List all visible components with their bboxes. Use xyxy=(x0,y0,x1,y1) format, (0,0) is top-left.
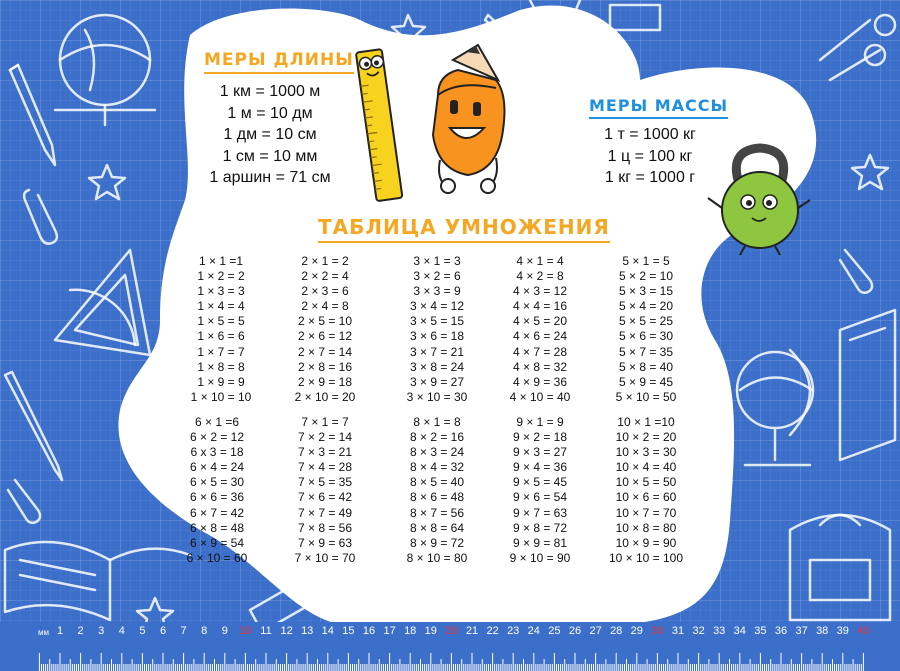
ruler-number: 5 xyxy=(139,625,146,637)
ruler-number: 38 xyxy=(816,625,829,637)
multiplication-row: 10 × 3 = 30 xyxy=(615,445,677,460)
multiplication-row: 7 × 8 = 56 xyxy=(297,520,353,535)
multiplication-row: 3 × 7 = 21 xyxy=(409,344,465,359)
ruler-number: 1 xyxy=(56,625,64,637)
ruler-unit-label: мм xyxy=(38,628,49,637)
multiplication-row: 2 × 8 = 16 xyxy=(297,359,353,374)
multiplication-row: 3 × 2 = 6 xyxy=(413,269,461,284)
multiplication-column-9 xyxy=(485,415,595,566)
ruler-number: 10 xyxy=(239,625,252,637)
multiplication-row: 8 × 8 = 64 xyxy=(409,520,465,535)
multiplication-row: 5 × 1 = 5 xyxy=(622,254,670,268)
mass-item: 1 т = 1000 кг xyxy=(604,126,696,143)
length-item: 1 аршин = 71 см xyxy=(209,169,331,186)
multiplication-row: 10 × 9 = 90 xyxy=(615,535,677,550)
ruler-number: 14 xyxy=(321,625,334,637)
ruler-number: 15 xyxy=(342,625,355,637)
multiplication-row: 7 × 6 = 42 xyxy=(297,490,353,505)
mass-measures-title: МЕРЫ МАССЫ xyxy=(589,96,728,119)
ruler-number: 21 xyxy=(465,625,479,637)
multiplication-row: 7 × 7 = 49 xyxy=(297,505,353,520)
multiplication-table-title: ТАБЛИЦА УМНОЖЕНИЯ xyxy=(318,215,610,243)
multiplication-row: 4 × 4 = 16 xyxy=(512,299,568,314)
multiplication-row: 5 × 7 = 35 xyxy=(618,344,674,359)
ruler-number: 26 xyxy=(568,625,582,637)
multiplication-row: 9 × 10 = 90 xyxy=(509,550,571,565)
multiplication-row: 3 × 10 = 30 xyxy=(406,389,468,404)
multiplication-row: 7 × 5 = 35 xyxy=(297,475,353,490)
multiplication-row: 7 × 4 = 28 xyxy=(297,460,353,475)
multiplication-row: 6 x 3 = 18 xyxy=(190,445,244,460)
multiplication-row: 9 × 9 = 81 xyxy=(512,535,568,550)
multiplication-row: 7 × 9 = 63 xyxy=(297,535,353,550)
multiplication-row: 5 × 5 = 25 xyxy=(618,314,674,329)
ruler-number: 27 xyxy=(589,625,602,637)
multiplication-row: 3 × 6 = 18 xyxy=(409,329,465,344)
multiplication-row: 8 × 1 = 8 xyxy=(413,415,461,429)
multiplication-row: 2 × 5 = 10 xyxy=(297,314,353,329)
ruler-number: 40 xyxy=(857,625,870,637)
multiplication-row: 4 × 10 = 40 xyxy=(509,389,571,404)
multiplication-row: 8 × 6 = 48 xyxy=(409,490,465,505)
multiplication-row: 4 × 6 = 24 xyxy=(512,329,568,344)
ruler-number: 6 xyxy=(159,625,167,637)
multiplication-row: 2 × 9 = 18 xyxy=(297,374,353,389)
multiplication-row: 2 × 7 = 14 xyxy=(297,344,353,359)
ruler-number: 32 xyxy=(692,625,705,637)
multiplication-row: 3 × 1 = 3 xyxy=(413,254,461,268)
multiplication-row: 2 × 6 = 12 xyxy=(297,329,353,344)
ruler-number: 19 xyxy=(424,625,437,637)
pencil-mascot-icon xyxy=(418,40,518,200)
multiplication-row: 1 × 3 = 3 xyxy=(197,284,245,299)
multiplication-row: 4 × 9 = 36 xyxy=(512,374,568,389)
multiplication-row: 4 × 8 = 32 xyxy=(512,359,568,374)
multiplication-row: 9 × 5 = 45 xyxy=(512,475,568,490)
multiplication-row: 6 × 9 = 54 xyxy=(189,535,245,550)
multiplication-row: 3 × 9 = 27 xyxy=(409,374,465,389)
ruler-number: 29 xyxy=(630,625,643,637)
ruler-number: 24 xyxy=(527,625,540,637)
ruler-number: 8 xyxy=(201,625,208,637)
ruler-ticks xyxy=(36,638,876,671)
length-measures-title: МЕРЫ ДЛИНЫ xyxy=(204,50,354,74)
ruler-number: 16 xyxy=(362,625,376,637)
ruler-number: 23 xyxy=(507,625,520,637)
multiplication-row: 4 × 7 = 28 xyxy=(512,344,568,359)
ruler-number: 18 xyxy=(404,625,417,637)
multiplication-column-10 xyxy=(591,415,701,566)
multiplication-row: 8 × 10 = 80 xyxy=(406,550,468,565)
multiplication-row: 10 × 2 = 20 xyxy=(615,430,677,445)
ruler-number: 36 xyxy=(774,625,788,637)
multiplication-row: 4 × 5 = 20 xyxy=(512,314,568,329)
multiplication-row: 6 × 8 = 48 xyxy=(189,520,245,535)
ruler-number: 28 xyxy=(610,625,623,637)
multiplication-column-7 xyxy=(270,415,380,566)
ruler-number: 4 xyxy=(118,625,125,637)
ruler-number: 7 xyxy=(180,625,187,637)
multiplication-row: 1 × 10 = 10 xyxy=(190,389,252,404)
ruler-number: 2 xyxy=(77,625,84,637)
multiplication-column-8 xyxy=(382,415,492,566)
multiplication-row: 8 × 2 = 16 xyxy=(409,430,465,445)
multiplication-row: 6 × 4 = 24 xyxy=(189,460,245,475)
multiplication-row: 9 × 6 = 54 xyxy=(512,490,568,505)
multiplication-row: 6 × 1 =6 xyxy=(194,415,240,429)
multiplication-row: 7 × 1 = 7 xyxy=(301,415,349,429)
multiplication-row: 5 × 3 = 15 xyxy=(618,284,674,299)
multiplication-row: 8 × 9 = 72 xyxy=(409,535,465,550)
multiplication-row: 3 × 3 = 9 xyxy=(413,284,461,299)
ruler-number: 33 xyxy=(713,625,726,637)
multiplication-column-1 xyxy=(166,254,276,405)
multiplication-row: 10 × 7 = 70 xyxy=(615,505,677,520)
multiplication-row: 6 × 7 = 42 xyxy=(189,505,245,520)
multiplication-row: 6 × 5 = 30 xyxy=(189,475,245,490)
multiplication-row: 2 × 2 = 4 xyxy=(301,269,349,284)
multiplication-row: 9 × 2 = 18 xyxy=(512,430,568,445)
multiplication-row: 5 × 2 = 10 xyxy=(618,269,674,284)
multiplication-row: 9 × 3 = 27 xyxy=(512,445,568,460)
multiplication-row: 7 × 2 = 14 xyxy=(297,430,353,445)
length-item: 1 см = 10 мм xyxy=(222,147,318,165)
multiplication-row: 3 × 8 = 24 xyxy=(409,359,465,374)
mass-item: 1 кг = 1000 г xyxy=(604,169,696,186)
ruler-number: 12 xyxy=(280,625,293,637)
multiplication-row: 2 × 4 = 8 xyxy=(301,299,349,314)
multiplication-column-2 xyxy=(270,254,380,405)
multiplication-column-5 xyxy=(591,254,701,405)
ruler-number: 30 xyxy=(651,625,664,637)
multiplication-row: 7 × 3 = 21 xyxy=(297,445,353,460)
multiplication-row: 10 × 1 =10 xyxy=(617,415,675,429)
ruler-number: 9 xyxy=(221,625,228,637)
ruler-number: 39 xyxy=(836,625,849,637)
mass-measures-list xyxy=(585,124,715,189)
multiplication-row: 1 × 1 =1 xyxy=(198,254,244,268)
multiplication-row: 1 × 9 = 9 xyxy=(197,374,245,389)
multiplication-row: 5 × 4 = 20 xyxy=(618,299,674,314)
multiplication-row: 5 × 8 = 40 xyxy=(618,359,674,374)
ruler-number: 3 xyxy=(98,625,105,637)
ruler-number: 25 xyxy=(548,625,561,637)
kettlebell-mascot-icon xyxy=(700,140,820,260)
multiplication-row: 9 × 1 = 9 xyxy=(516,415,564,429)
ruler-number: 34 xyxy=(733,625,746,637)
multiplication-row: 4 × 1 = 4 xyxy=(516,254,564,268)
length-measures-list xyxy=(190,81,350,189)
multiplication-row: 5 × 10 = 50 xyxy=(615,389,677,404)
ruler-number: 11 xyxy=(260,625,272,637)
ruler-number: 17 xyxy=(383,625,396,637)
multiplication-row: 2 × 3 = 6 xyxy=(301,284,349,299)
length-item: 1 км = 1000 м xyxy=(219,83,321,100)
multiplication-row: 2 × 10 = 20 xyxy=(294,389,356,404)
multiplication-row: 3 × 5 = 15 xyxy=(409,314,465,329)
multiplication-row: 1 × 7 = 7 xyxy=(197,344,245,359)
multiplication-row: 4 × 2 = 8 xyxy=(516,269,564,284)
multiplication-row: 9 × 7 = 63 xyxy=(512,505,568,520)
multiplication-row: 4 × 3 = 12 xyxy=(512,284,568,299)
multiplication-row: 9 × 4 = 36 xyxy=(512,460,568,475)
multiplication-row: 10 × 10 = 100 xyxy=(608,550,684,565)
multiplication-row: 6 × 6 = 36 xyxy=(189,490,245,505)
multiplication-row: 3 × 4 = 12 xyxy=(409,299,465,314)
mass-item: 1 ц = 100 кг xyxy=(607,147,693,165)
multiplication-row: 1 × 8 = 8 xyxy=(197,359,245,374)
ruler-number: 20 xyxy=(445,625,458,637)
length-item: 1 дм = 10 см xyxy=(223,126,317,143)
multiplication-row: 8 × 7 = 56 xyxy=(409,505,465,520)
multiplication-row: 2 × 1 = 2 xyxy=(301,254,349,268)
length-item: 1 м = 10 дм xyxy=(227,104,313,122)
ruler-number: 35 xyxy=(754,625,767,637)
multiplication-row: 1 × 6 = 6 xyxy=(197,329,245,344)
multiplication-row: 10 × 8 = 80 xyxy=(615,520,677,535)
multiplication-row: 5 × 9 = 45 xyxy=(618,374,674,389)
multiplication-row: 10 × 6 = 60 xyxy=(615,490,677,505)
multiplication-row: 5 × 6 = 30 xyxy=(618,329,674,344)
multiplication-row: 10 × 5 = 50 xyxy=(615,475,677,490)
multiplication-column-6 xyxy=(162,415,272,566)
multiplication-row: 6 × 10 = 60 xyxy=(186,550,248,565)
multiplication-row: 6 × 2 = 12 xyxy=(189,430,245,445)
multiplication-row: 10 × 4 = 40 xyxy=(615,460,677,475)
multiplication-row: 1 × 2 = 2 xyxy=(197,269,245,284)
multiplication-column-3 xyxy=(382,254,492,405)
multiplication-row: 8 × 5 = 40 xyxy=(409,475,465,490)
multiplication-row: 1 × 4 = 4 xyxy=(197,299,245,314)
ruler-number: 37 xyxy=(795,625,808,637)
multiplication-row: 9 × 8 = 72 xyxy=(512,520,568,535)
ruler-number: 22 xyxy=(486,625,499,637)
multiplication-row: 8 × 4 = 32 xyxy=(409,460,465,475)
multiplication-column-4 xyxy=(485,254,595,405)
multiplication-row: 8 × 3 = 24 xyxy=(409,445,465,460)
ruler-number: 13 xyxy=(301,625,314,637)
ruler-mascot-icon xyxy=(352,44,408,204)
multiplication-row: 1 × 5 = 5 xyxy=(197,314,245,329)
ruler-number: 31 xyxy=(671,625,685,637)
multiplication-row: 7 × 10 = 70 xyxy=(294,550,356,565)
